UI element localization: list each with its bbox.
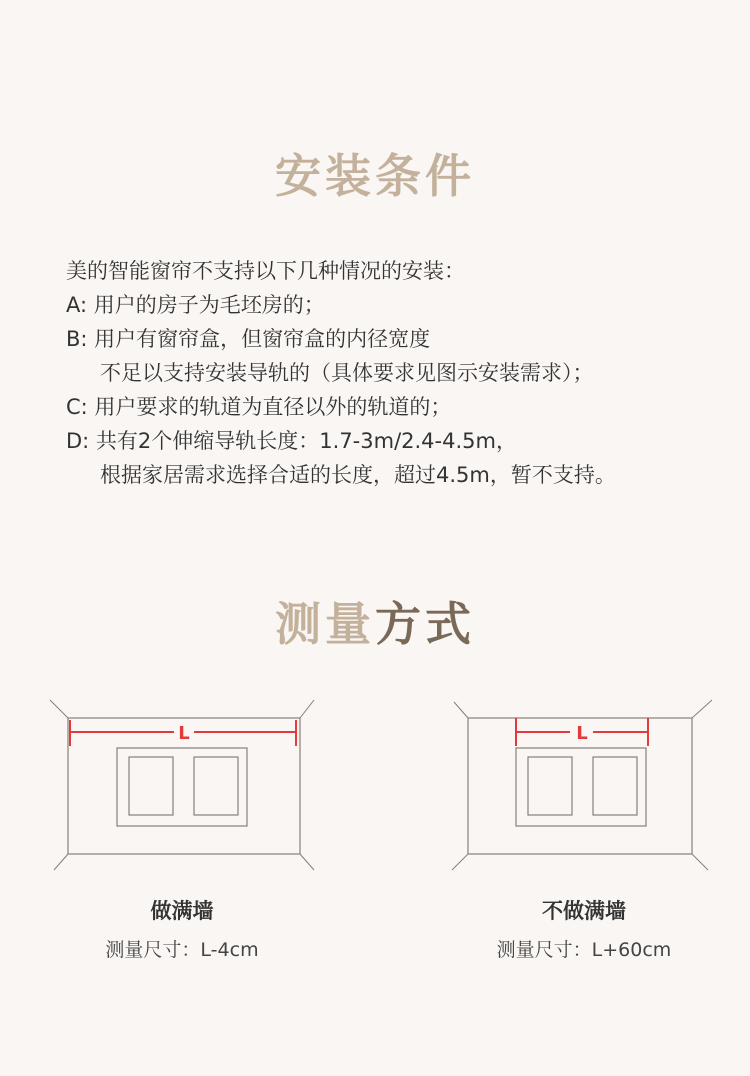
conditions-intro: 美的智能窗帘不支持以下几种情况的安装： <box>66 259 465 283</box>
partial-wall-illustration <box>450 694 720 874</box>
diagram-full-wall <box>50 694 320 874</box>
full-wall-illustration <box>50 694 320 874</box>
section-title-conditions: 安装条件 <box>275 149 475 203</box>
condition-b-cont: 不足以支持安装导轨的（具体要求见图示安装需求）； <box>100 361 594 385</box>
caption-size-partial-wall: 测量尺寸：L+60cm <box>496 939 672 961</box>
condition-c: C: 用户要求的轨道为直径以外的轨道的； <box>66 395 452 419</box>
conditions-text <box>66 254 726 492</box>
diagram-partial-wall <box>450 694 720 874</box>
measure-label-right: L <box>576 723 588 744</box>
caption-title-partial-wall: 不做满墙 <box>542 899 626 923</box>
measure-label-left: L <box>178 723 190 744</box>
condition-b: B: 用户有窗帘盒，但窗帘盒的内径宽度 <box>66 327 431 351</box>
title-part-light: 测量 <box>275 597 375 651</box>
caption-full-wall <box>32 895 332 962</box>
section-title-measurement <box>0 588 750 654</box>
caption-size-full-wall: 测量尺寸：L-4cm <box>105 939 259 961</box>
condition-d: D: 共有2个伸缩导轨长度：1.7-3m/2.4-4.5m， <box>66 429 517 453</box>
condition-a: A: 用户的房子为毛坯房的； <box>66 293 325 317</box>
caption-title-full-wall: 做满墙 <box>150 899 214 923</box>
title-part-dark: 方式 <box>375 597 475 651</box>
caption-partial-wall <box>434 895 734 962</box>
condition-d-cont: 根据家居需求选择合适的长度，超过4.5m，暂不支持。 <box>100 463 616 487</box>
